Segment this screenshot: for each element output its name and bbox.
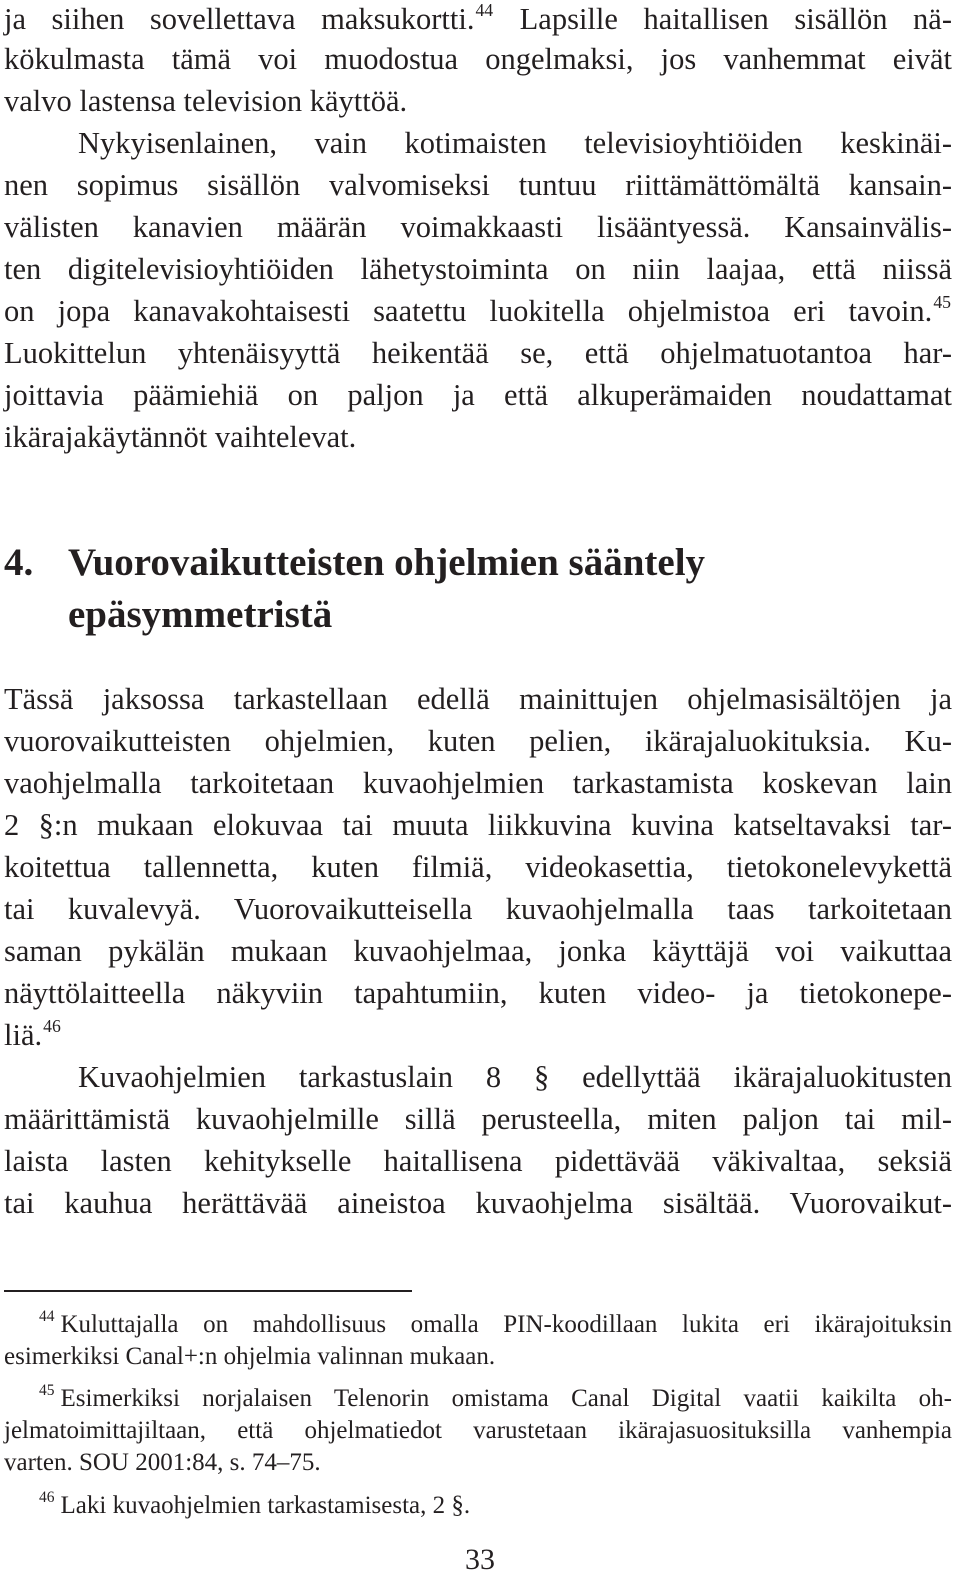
body-line: saman pykälän mukaan kuvaohjelmaa, jonka käyttäjä voi vaikuttaa bbox=[4, 934, 952, 968]
body-line: näyttölaitteella näkyviin tapahtumiin, kuten video- ja tietokonepe- bbox=[4, 976, 952, 1010]
page-number: 33 bbox=[465, 1543, 495, 1576]
body-line: 2 §:n mukaan elokuvaa tai muuta liikkuvina kuvina katseltavaksi tar- bbox=[4, 808, 952, 842]
body-line: Nykyisenlainen, vain kotimaisten televisioyhtiöiden keskinäi- bbox=[78, 126, 952, 160]
section-title-line1: Vuorovaikutteisten ohjelmien sääntely bbox=[68, 541, 706, 584]
body-line: tai kuvalevyä. Vuorovaikutteisella kuvaohjelmalla taas tarkoitetaan bbox=[4, 892, 952, 926]
footnote-ref-45[interactable]: 45 bbox=[933, 292, 951, 313]
body-line: vaohjelmalla tarkoitetaan kuvaohjelmien tarkastamista koskevan lain bbox=[4, 766, 952, 800]
body-line: ten digitelevisioyhtiöiden lähetystoiminta on niin laajaa, että niissä bbox=[4, 252, 952, 286]
footnote-number: 46 bbox=[39, 1489, 55, 1507]
section-number: 4. bbox=[4, 541, 34, 584]
body-line: joittavia päämiehiä on paljon ja että alkuperämaiden noudattamat bbox=[4, 378, 952, 412]
body-line: liä.$^{46}$ bbox=[4, 1016, 61, 1052]
body-line: ja siihen sovellettava maksukortti.$^{44}$ Lapsille haitallisen sisällön nä- bbox=[4, 0, 952, 36]
body-line: ikärajakäytännöt vaihtelevat. bbox=[4, 420, 357, 454]
body-line: Kuvaohjelmien tarkastuslain 8 § edellyttää ikärajaluokitusten bbox=[78, 1060, 952, 1094]
body-line: vuorovaikutteisten ohjelmien, kuten pelien, ikärajaluokituksia. Ku- bbox=[4, 724, 952, 758]
footnote-45: $^{45}$ Esimerkiksi norjalaisen Telenorin omistama Canal Digital vaatii kaikilta oh- bbox=[39, 1382, 952, 1412]
body-line: nen sopimus sisällön valvomiseksi tuntuu riittämättömältä kansain- bbox=[4, 168, 952, 202]
footnote-45-cont: varten. SOU 2001:84, s. 74–75. bbox=[4, 1449, 321, 1476]
section-title-line2: epäsymmetristä bbox=[68, 593, 333, 636]
footnote-number: 45 bbox=[39, 1382, 55, 1400]
footnote-46: $^{46}$ Laki kuvaohjelmien tarkastamisesta, 2 §. bbox=[39, 1489, 471, 1519]
body-line: määrittämistä kuvaohjelmille sillä perusteella, miten paljon tai mil- bbox=[4, 1102, 952, 1136]
footnote-44-cont: esimerkiksi Canal+:n ohjelmia valinnan mukaan. bbox=[4, 1343, 496, 1370]
body-line: välisten kanavien määrän voimakkaasti lisääntyessä. Kansainvälis- bbox=[4, 210, 952, 244]
footnote-separator bbox=[4, 1290, 412, 1292]
footnote-ref-44[interactable]: 44 bbox=[475, 0, 494, 21]
body-line: valvo lastensa television käyttöä. bbox=[4, 84, 408, 118]
footnote-45-cont: jelmatoimittajiltaan, että ohjelmatiedot varustetaan ikärajasuosituksilla vanhempia bbox=[4, 1417, 952, 1444]
footnote-number: 44 bbox=[39, 1308, 55, 1326]
footnote-ref-46[interactable]: 46 bbox=[43, 1016, 61, 1037]
body-line: koitettua tallennetta, kuten filmiä, videokasettia, tietokonelevykettä bbox=[4, 850, 952, 884]
body-line: kökulmasta tämä voi muodostua ongelmaksi, jos vanhemmat eivät bbox=[4, 42, 952, 76]
body-line: laista lasten kehitykselle haitallisena pidettävää väkivaltaa, seksiä bbox=[4, 1144, 952, 1178]
body-line: Luokittelun yhtenäisyyttä heikentää se, että ohjelmatuotantoa har- bbox=[4, 336, 952, 370]
body-line: Tässä jaksossa tarkastellaan edellä mainittujen ohjelmasisältöjen ja bbox=[4, 682, 952, 716]
body-line: on jopa kanavakohtaisesti saatettu luokitella ohjelmistoa eri tavoin.$^{45}$ bbox=[4, 292, 951, 328]
footnote-44: $^{44}$ Kuluttajalla on mahdollisuus omalla PIN-koodillaan lukita eri ikärajoituksin bbox=[39, 1308, 952, 1338]
body-line: tai kauhua herättävää aineistoa kuvaohjelma sisältää. Vuorovaikut- bbox=[4, 1186, 952, 1220]
